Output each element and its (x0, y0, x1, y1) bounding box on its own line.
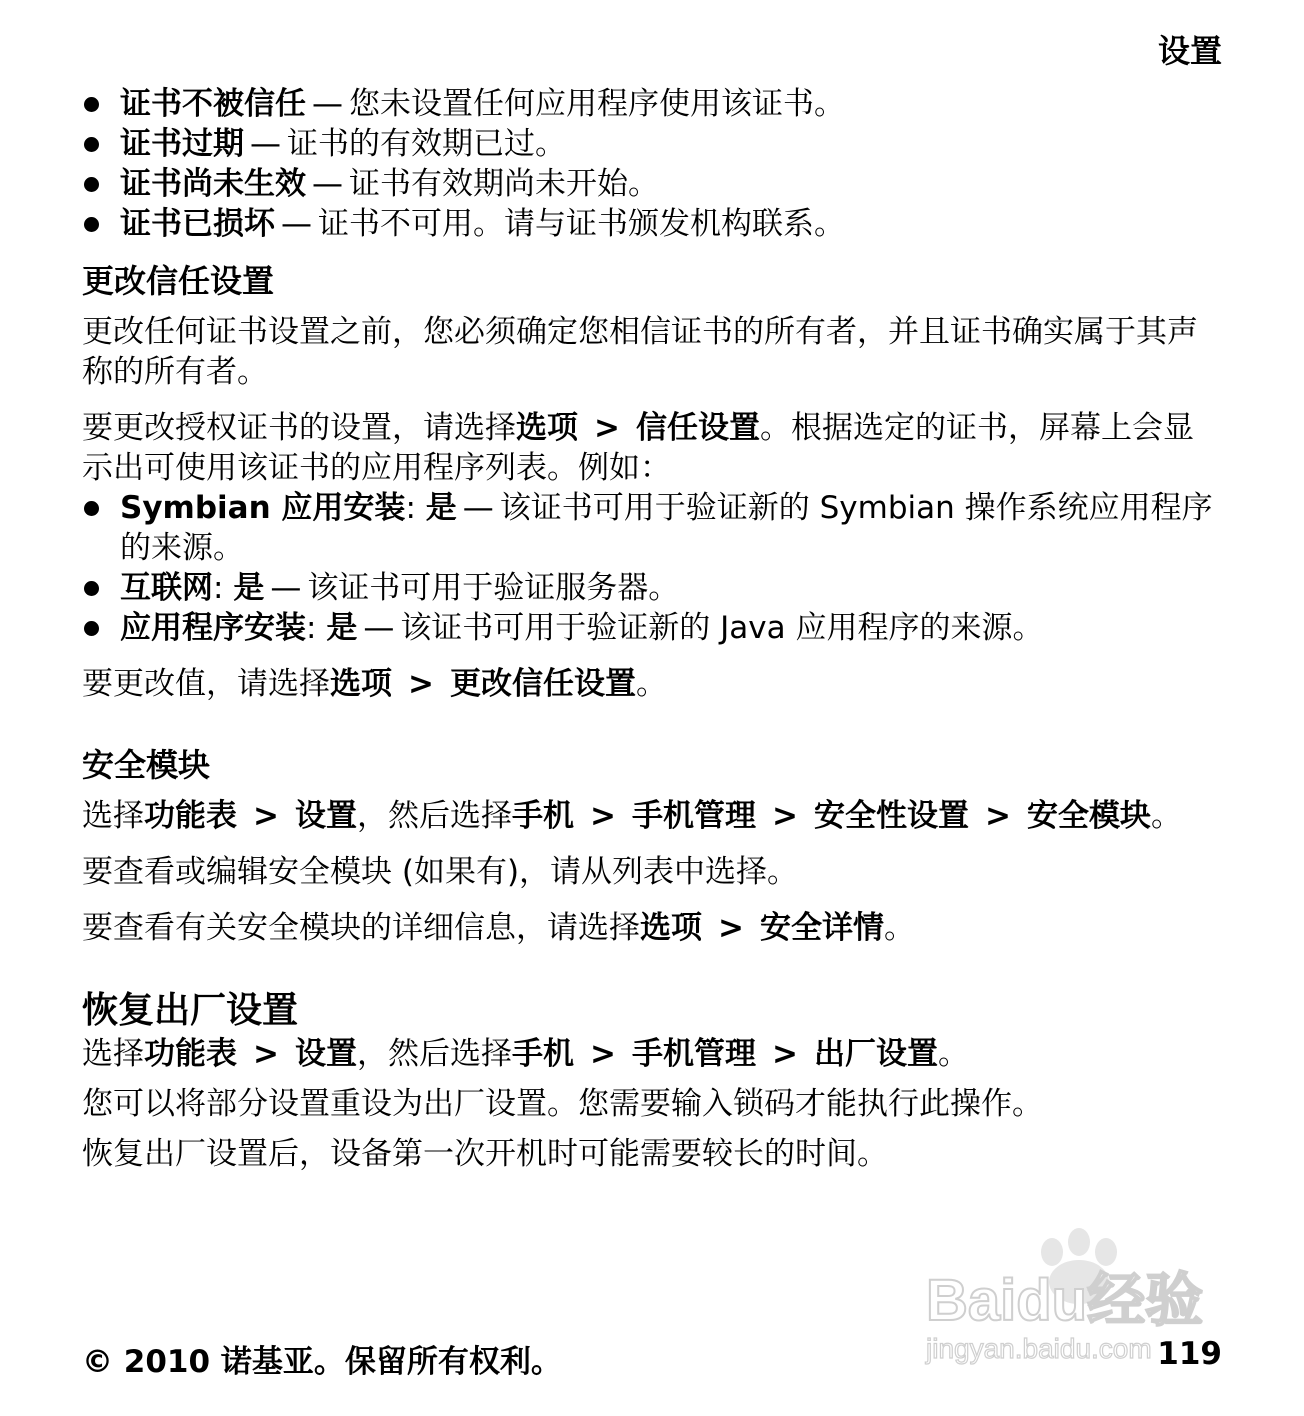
menu-option: 安全详情 (759, 910, 884, 946)
list-item (82, 608, 1224, 648)
list-item (82, 568, 1224, 608)
path-arrow: > (771, 1036, 798, 1072)
status-term: 证书已损坏 (120, 206, 275, 242)
text: 要更改值，请选择 (82, 666, 330, 702)
menu-option: 手机管理 (631, 798, 756, 834)
text: 选择 (82, 1036, 144, 1072)
certificate-status-list (82, 84, 1224, 244)
em-dash: — (363, 610, 395, 646)
page-content (82, 84, 1224, 1174)
status-term: 证书不被信任 (120, 86, 306, 122)
status-desc: 证书不可用。请与证书颁发机构联系。 (318, 206, 845, 242)
menu-option: 设置 (294, 798, 357, 834)
app-value: 是 (326, 610, 358, 646)
text: 要更改授权证书的设置，请选择 (82, 410, 516, 446)
menu-option: 手机 (511, 798, 574, 834)
path-arrow: > (253, 798, 279, 834)
em-dash: — (462, 490, 494, 526)
menu-option: 设置 (294, 1036, 357, 1072)
text: 。根据选定的证书，屏幕上会显示出可使用该证书的应用程序列表。例如： (82, 410, 1194, 486)
status-term: 证书过期 (120, 126, 244, 162)
path-arrow: > (589, 798, 616, 834)
watermark-brand: Baidu经验 (926, 1268, 1204, 1333)
status-desc: 您未设置任何应用程序使用该证书。 (349, 86, 845, 122)
status-desc: 证书有效期尚未开始。 (349, 166, 659, 202)
text: 。 (1150, 798, 1182, 834)
security-path-paragraph (82, 796, 1224, 836)
path-arrow: > (408, 666, 434, 702)
colon: : (213, 570, 224, 606)
app-term: Symbian 应用安装 (120, 490, 406, 526)
list-item (82, 124, 1224, 164)
status-desc: 证书的有效期已过。 (287, 126, 566, 162)
em-dash: — (312, 86, 343, 122)
text: 。 (635, 666, 667, 702)
factory-reset-paragraph: 您可以将部分设置重设为出厂设置。您需要输入锁码才能执行此操作。 (82, 1086, 1043, 1122)
running-header: 设置 (1157, 32, 1222, 70)
list-item (82, 204, 1224, 244)
list-item (82, 488, 1224, 568)
text: ，然后选择 (356, 1036, 512, 1072)
change-value-paragraph (82, 664, 1224, 704)
app-term: 互联网 (120, 570, 213, 606)
app-term: 应用程序安装 (120, 610, 306, 646)
path-arrow: > (594, 410, 620, 446)
em-dash: — (312, 166, 343, 202)
em-dash: — (270, 570, 302, 606)
menu-option: 选项 (640, 910, 702, 946)
menu-option: 安全模块 (1026, 798, 1151, 834)
factory-path-paragraph (82, 1034, 1224, 1074)
menu-option: 出厂设置 (813, 1036, 938, 1072)
trust-intro-paragraph: 更改任何证书设置之前，您必须确定您相信证书的所有者，并且证书确实属于其声称的所有者。 (82, 314, 1198, 390)
path-arrow: > (718, 910, 744, 946)
text: ，然后选择 (356, 798, 512, 834)
text: 。 (883, 910, 915, 946)
app-desc: 该证书可用于验证服务器。 (307, 570, 680, 606)
menu-option: 更改信任设置 (449, 666, 636, 702)
security-details-paragraph (82, 908, 1224, 948)
factory-reset-heading: 恢复出厂设置 (82, 990, 299, 1031)
watermark-url: jingyan.baidu.com (926, 1333, 1152, 1364)
list-item (82, 84, 1224, 124)
factory-note-paragraph: 恢复出厂设置后，设备第一次开机时可能需要较长的时间。 (82, 1136, 888, 1172)
trust-instruction-paragraph (82, 408, 1224, 488)
menu-option: 信任设置 (635, 410, 760, 446)
menu-option: 安全性设置 (813, 798, 969, 834)
em-dash: — (250, 126, 281, 162)
menu-option: 手机管理 (631, 1036, 756, 1072)
app-desc: 该证书可用于验证新的 Java 应用程序的来源。 (400, 610, 1044, 646)
list-item (82, 164, 1224, 204)
colon: : (306, 610, 317, 646)
menu-option: 选项 (330, 666, 392, 702)
copyright-notice: © 2010 诺基亚。保留所有权利。 (82, 1344, 562, 1380)
app-value: 是 (233, 570, 265, 606)
status-term: 证书尚未生效 (120, 166, 306, 202)
menu-option: 选项 (516, 410, 578, 446)
colon: : (405, 490, 416, 526)
em-dash: — (281, 206, 312, 242)
path-arrow: > (771, 798, 798, 834)
text: 要查看有关安全模块的详细信息，请选择 (82, 910, 640, 946)
page-number: 119 (1157, 1336, 1222, 1372)
security-edit-paragraph: 要查看或编辑安全模块 (如果有)，请从列表中选择。 (82, 854, 799, 890)
path-arrow: > (984, 798, 1011, 834)
application-list (82, 488, 1224, 648)
menu-option: 手机 (511, 1036, 574, 1072)
menu-option: 功能表 (144, 1036, 237, 1072)
path-arrow: > (589, 1036, 616, 1072)
path-arrow: > (253, 1036, 279, 1072)
app-desc: 该证书可用于验证新的 Symbian 操作系统应用程序的来源。 (120, 490, 1213, 566)
security-module-heading: 安全模块 (82, 746, 211, 784)
text: 。 (937, 1036, 969, 1072)
trust-settings-heading: 更改信任设置 (82, 262, 275, 300)
app-value: 是 (425, 490, 457, 526)
text: 选择 (82, 798, 144, 834)
menu-option: 功能表 (144, 798, 237, 834)
